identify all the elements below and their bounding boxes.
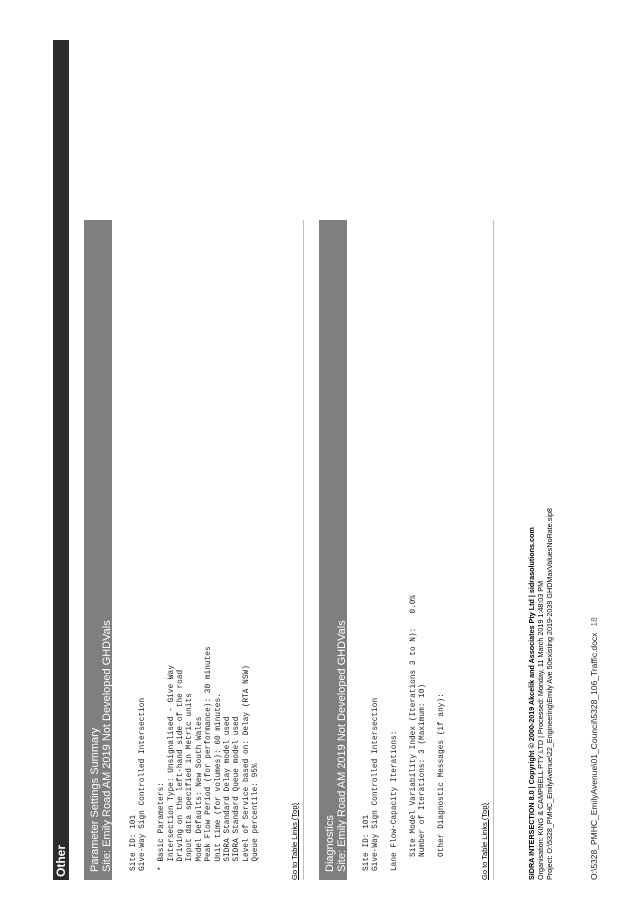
footer-project: Project: O:\5328_PMHC_EmilyAvenue\22_Engineering\Emily Ave 50existing 2019-2039 GHDMaxValuesNoRate.sip8 <box>545 508 554 880</box>
text-line <box>149 646 158 871</box>
text-line: Input data specified in Metric units <box>186 693 195 871</box>
text-line: Unit time (for volumes): 60 minutes. <box>214 693 223 871</box>
section-site: Site: Emily Road AM 2019 Not Developed GHDVals <box>336 620 348 872</box>
text-line: Site ID: 101 <box>363 814 371 871</box>
text-line: Level of Service based on: Delay (RTA NSW) <box>242 665 251 871</box>
text-line: Queue percentile: 95% <box>252 763 261 871</box>
section-title: Diagnostics <box>324 815 336 872</box>
parameter-settings-text <box>130 646 262 871</box>
text-line: * Basic Parameters: <box>158 782 167 871</box>
section-header-diagnostics <box>319 220 347 880</box>
text-line: Other Diagnostic Messages (if any): <box>438 693 447 871</box>
text-line: SIDRA Standard Delay model used <box>224 716 233 871</box>
divider-1 <box>303 220 304 880</box>
text-line: Lane Flow-Capacity Iterations: <box>391 730 400 871</box>
text-line: Intersection Type: Unsignalised - Give Way <box>167 665 176 871</box>
page-number: 18 <box>589 617 599 627</box>
go-to-table-links-2[interactable]: Go to Table Links (Top) <box>480 803 489 880</box>
section-header-parameters <box>84 220 112 880</box>
text-line: Give-Way Sign Controlled Intersection <box>139 697 148 871</box>
divider-2 <box>493 220 494 880</box>
footer <box>527 508 554 880</box>
page-title: Other <box>54 844 68 877</box>
go-to-table-links-1[interactable]: Go to Table Links (Top) <box>290 803 299 880</box>
text-line <box>429 595 438 871</box>
footer-organisation: Organisation: KING & CAMPBELL PTY LTD | Processed: Monday, 11 March 2019 1:48:03 PM <box>536 580 545 880</box>
text-line: Peak Flow Period (for performance): 30 minutes <box>205 646 214 871</box>
text-line: Site Model Variability Index (Iterations 3 to N): 0.0% <box>410 594 419 871</box>
document-filename: O:\5328_PMHC_EmilyAvenue\01_Council\5328_106_Traffic.docx <box>589 632 599 880</box>
diagnostics-text <box>363 595 448 871</box>
text-line: Give-Way Sign Controlled Intersection <box>372 697 381 871</box>
text-line: Site ID: 101 <box>130 814 138 871</box>
document-footer <box>584 617 602 880</box>
footer-copyright: SIDRA INTERSECTION 8.0 | Copyright © 2000-2019 Akcelik and Associates Pty Ltd | sidrasolutions.com <box>527 527 536 880</box>
section-site: Site: Emily Road AM 2019 Not Developed GHDVals <box>101 620 113 872</box>
text-line: SIDRA Standard Queue model used <box>233 716 242 871</box>
text-line: Number of Iterations: 3 (Maximum: 10) <box>419 683 428 871</box>
text-line: Driving on the left-hand side of the road <box>177 669 186 871</box>
header-bar <box>53 40 69 880</box>
text-line: Model Defaults: New South Wales <box>195 716 204 871</box>
section-title: Parameter Settings Summary <box>89 727 101 872</box>
text-line <box>401 595 410 871</box>
text-line <box>382 595 391 871</box>
